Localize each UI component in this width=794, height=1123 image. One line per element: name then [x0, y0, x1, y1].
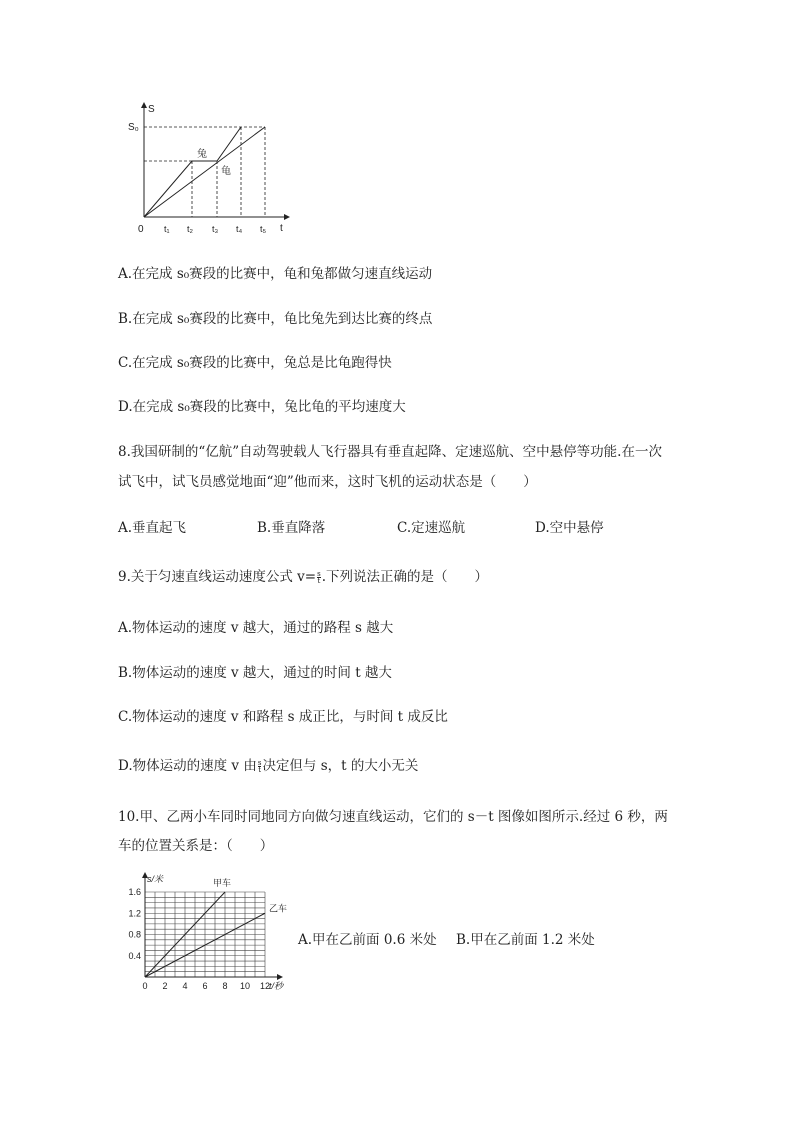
- tick-t1: t₁: [164, 224, 170, 234]
- q7-option-c: C.在完成 s₀赛段的比赛中，兔总是比龟跑得快: [118, 355, 392, 371]
- turtle-line: [144, 127, 265, 217]
- tick-t5: t₅: [260, 224, 267, 234]
- tick-t4: t₄: [236, 224, 243, 234]
- x-tick-label: 4: [182, 981, 188, 991]
- y-axis-label: S: [148, 104, 155, 115]
- q8-option-d: D.空中悬停: [535, 520, 604, 536]
- turtle-label: 龟: [221, 166, 231, 177]
- q8-option-a: A.垂直起飞: [118, 520, 187, 536]
- q9-option-d: D.物体运动的速度 v 由 $\frac{s}{t}$ 决定但与 s，t 的大小无关: [118, 758, 419, 774]
- q7-option-a: A.在完成 s₀赛段的比赛中，龟和兔都做匀速直线运动: [118, 266, 433, 282]
- y-axis-label: s/米: [147, 874, 164, 884]
- q9-stem-pre: 9.关于匀速直线运动速度公式 v=: [118, 569, 317, 585]
- car-st-chart: [118, 870, 303, 995]
- q8-option-b: B.垂直降落: [257, 520, 326, 536]
- s0-label: S₀: [128, 122, 139, 133]
- x-axis-arrow: [277, 974, 283, 980]
- y-tick-label: 1.6: [128, 887, 141, 897]
- rabbit-label: 兔: [197, 149, 207, 160]
- x-tick-label: 10: [239, 981, 251, 991]
- q9-option-b: B.物体运动的速度 v 越大，通过的时间 t 越大: [118, 665, 392, 681]
- q9-option-c: C.物体运动的速度 v 和路程 s 成正比，与时间 t 成反比: [118, 709, 448, 725]
- tick-t2: t₂: [187, 224, 193, 234]
- tick-t3: t₃: [212, 224, 219, 234]
- x-tick-label: 0: [142, 981, 148, 991]
- q9-stem: [118, 565, 488, 585]
- q7-option-d: D.在完成 s₀赛段的比赛中，兔比龟的平均速度大: [118, 399, 406, 415]
- x-tick-label: 2: [162, 981, 168, 991]
- y-tick-label: 1.2: [128, 908, 141, 919]
- tortoise-hare-graph: [124, 100, 294, 240]
- q10-option-b: B.甲在乙前面 1.2 米处: [456, 932, 595, 948]
- q10-stem-line1: 10.甲、乙两小车同时同地同方向做匀速直线运动，它们的 s－t 图像如图所示.经过 6 秒，两: [118, 809, 668, 825]
- formula-fraction-d: $\frac{s}{t}$: [257, 759, 262, 774]
- origin-label: 0: [138, 224, 144, 235]
- q8-option-c: C.定速巡航: [397, 520, 466, 536]
- q10-stem-line2: 车的位置关系是：（ ）: [118, 838, 274, 854]
- series-jia-label: 甲车: [213, 878, 232, 888]
- x-axis-label: t/秒: [269, 981, 284, 991]
- x-tick-label: 6: [202, 981, 208, 991]
- formula-fraction: $\frac{s}{t}$: [317, 570, 321, 585]
- q10-option-a: A.甲在乙前面 0.6 米处: [298, 932, 437, 948]
- x-tick-label: 8: [222, 981, 228, 991]
- q7-option-b: B.在完成 s₀赛段的比赛中，龟比兔先到达比赛的终点: [118, 311, 433, 327]
- y-tick-label: 0.8: [128, 929, 141, 940]
- y-tick-label: 0.4: [128, 950, 141, 961]
- q9-option-a: A.物体运动的速度 v 越大，通过的路程 s 越大: [118, 620, 394, 636]
- q8-stem-line1: 8.我国研制的“亿航”自动驾驶载人飞行器具有垂直起降、定速巡航、空中悬停等功能.在一次: [118, 444, 662, 460]
- series-yi-label: 乙车: [269, 903, 288, 914]
- q8-stem-line2: 试飞中，试飞员感觉地面“迎”他而来，这时飞机的运动状态是（ ）: [118, 474, 537, 490]
- q9-stem-post: .下列说法正确的是（ ）: [321, 569, 489, 585]
- x-axis-label: t: [280, 223, 283, 234]
- x-tick-label: 12: [259, 981, 271, 991]
